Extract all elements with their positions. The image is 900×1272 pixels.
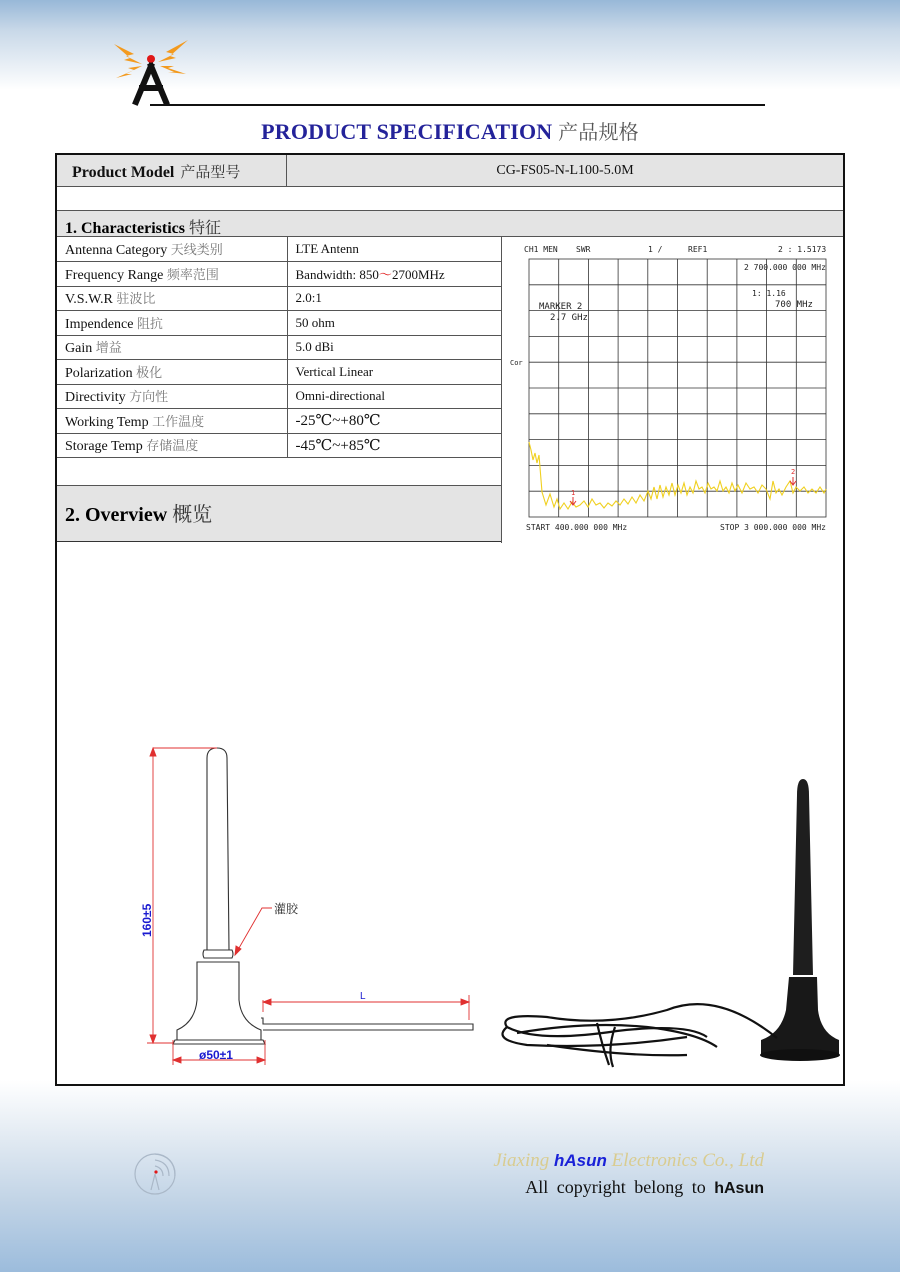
spec-label: Directivity 方向性 [57,384,287,409]
spacer-row [57,187,843,211]
spec-sheet [55,153,845,1086]
product-model-label [57,155,287,187]
company-suffix: Electronics Co., Ltd [611,1150,764,1171]
section-number: 2. [65,504,80,526]
spec-row-polarization [57,360,501,385]
spec-row-antenna-category [57,237,501,262]
page-title [0,116,900,145]
footer-copyright [525,1177,764,1198]
section-title-cn: 概览 [172,502,213,526]
chart-ref-label: REF1 [688,245,708,254]
section-title-en: Overview [85,504,168,526]
spec-value: LTE Antenn [287,237,501,262]
chart-channel-label: CH1 MEN [524,245,558,254]
section-number: 1. [65,220,77,237]
spec-value: -45℃~+85℃ [287,433,501,458]
spec-label: Antenna Category 天线类别 [57,237,287,262]
spec-row-impedance [57,311,501,336]
chart-marker1-value: 1: 1.16 [752,289,786,298]
svg-text:1: 1 [571,489,576,497]
antenna-dimension-drawing [117,740,487,1085]
chart-stop-label: STOP 3 000.000 000 MHz [720,523,826,532]
product-model-label-cn: 产品型号 [180,163,241,181]
spec-value: Omni-directional [287,384,501,409]
page-title-cn: 产品规格 [558,120,639,144]
chart-mode-label: SWR [576,245,591,254]
marker-2-icon [790,468,796,485]
product-model-row [57,155,843,187]
product-model-label-en: Product Model [72,164,175,181]
spec-label: V.S.W.R 驻波比 [57,286,287,311]
spec-label: Frequency Range 频率范围 [57,262,287,287]
section-title-cn: 特征 [188,218,221,237]
spec-value: 5.0 dBi [287,335,501,360]
chart-marker1-freq: 700 MHz [775,300,813,310]
spec-value: 50 ohm [287,311,501,336]
spec-value: Vertical Linear [287,360,501,385]
chart-side-label: Cor [510,359,523,367]
chart-active-marker-label: MARKER 2 [539,302,583,312]
section-overview-heading [57,486,501,542]
copyright-text: All copyright belong to [525,1177,706,1197]
section-characteristics-heading [57,211,843,237]
spec-row-vswr [57,286,501,311]
chart-marker2-freq: 2 700.000 000 MHz [744,263,826,272]
diameter-dimension-label: ø50±1 [199,1048,233,1062]
spec-label: Impendence 阻抗 [57,311,287,336]
product-model-value: CG-FS05-N-L100-5.0M [496,163,634,178]
spec-row-directivity [57,384,501,409]
antenna-tower-icon [112,34,192,106]
spec-label: Polarization 极化 [57,360,287,385]
spec-row-frequency-range [57,262,501,287]
vswr-chart [501,237,843,543]
cable-length-label: L [360,991,366,1002]
footer-company-name [493,1150,764,1172]
company-brand: hAsun [554,1151,607,1170]
height-dimension-label: 160±5 [140,903,154,937]
copyright-brand: hAsun [714,1180,764,1197]
characteristics-table [57,237,501,458]
marker-1-icon [570,489,576,505]
spec-value: -25℃~+80℃ [287,409,501,434]
radio-wave-icon [133,1150,181,1198]
spec-label: Gain 增益 [57,335,287,360]
company-logo [112,34,192,106]
spec-label: Storage Temp 存储温度 [57,433,287,458]
svg-text:2: 2 [791,468,796,476]
header-rule [150,104,765,106]
spec-row-working-temp [57,409,501,434]
dimension-lines [147,748,469,1065]
spec-value: Bandwidth: 850〜2700MHz [287,262,501,287]
section-title-en: Characteristics [81,220,185,237]
chart-scale-label: 1 / [648,245,663,254]
spec-row-gain [57,335,501,360]
tilde-glyph: 〜 [378,267,392,283]
page-title-en: PRODUCT SPECIFICATION [261,119,553,144]
footer-watermark-logo [133,1150,181,1203]
antenna-product-photo [487,765,887,1080]
spec-label: Working Temp 工作温度 [57,409,287,434]
blank-row [57,462,501,486]
potting-note: 灌胶 [274,902,299,916]
spec-row-storage-temp [57,433,501,458]
chart-marker-value: 2 : 1.5173 [778,245,827,254]
spec-value: 2.0:1 [287,286,501,311]
chart-active-marker-freq: 2.7 GHz [550,313,588,323]
chart-start-label: START 400.000 000 MHz [526,523,628,532]
company-prefix: Jiaxing [493,1150,550,1171]
